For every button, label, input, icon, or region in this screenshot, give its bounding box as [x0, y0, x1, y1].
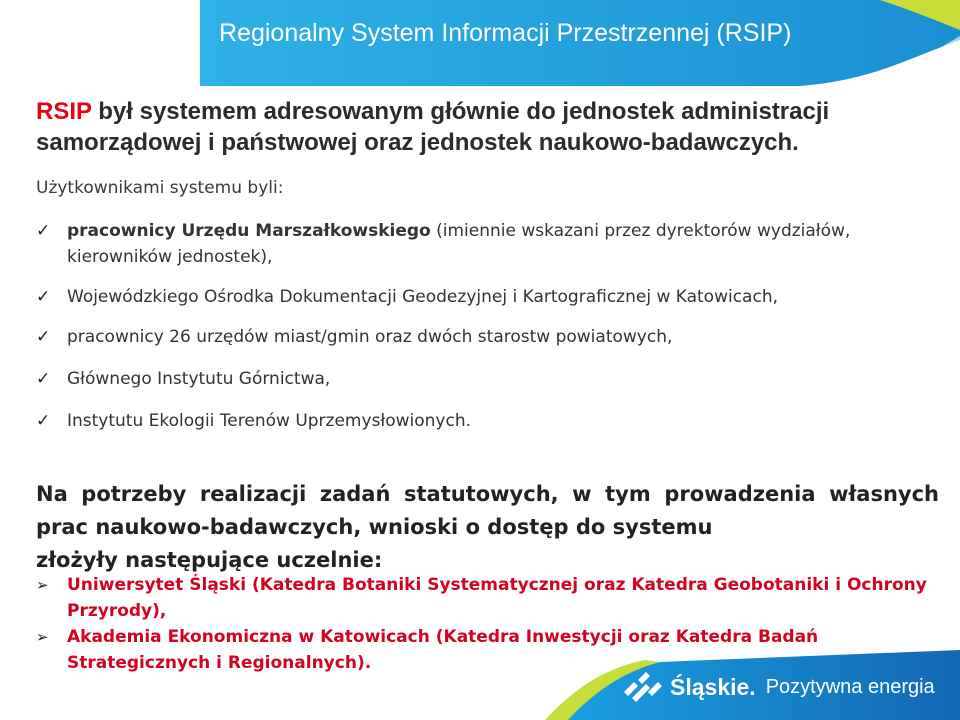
list-item-text: Instytutu Ekologii Terenów Uprzemysłowionych. — [67, 411, 472, 431]
footer-logo — [620, 667, 960, 707]
universities-intro — [36, 478, 939, 577]
list-item — [36, 324, 936, 350]
slaskie-logo-icon — [620, 670, 664, 704]
list-item-text: Głównego Instytutu Górnictwa, — [67, 369, 331, 389]
list-item-text: pracownicy 26 urzędów miast/gmin oraz dwóch starostw powiatowych, — [67, 327, 673, 347]
footer-slogan: Pozytywna energia — [765, 675, 935, 698]
intro-text — [36, 96, 946, 158]
list-item-bold: pracownicy Urzędu Marszałkowskiego — [67, 221, 431, 241]
page-title: Regionalny System Informacji Przestrzennej (RSIP) — [219, 19, 792, 47]
list-item — [36, 284, 936, 310]
arrow-bullet-icon: ➢ — [36, 576, 49, 594]
list-item — [36, 572, 936, 624]
checkmark-icon: ✓ — [36, 369, 51, 389]
list-item-text: Uniwersytet Śląski (Katedra Botaniki Systematycznej oraz Katedra Geobotaniki i Ochrony Przyrody), — [67, 575, 927, 621]
list-item — [36, 366, 936, 392]
list-item-text: Akademia Ekonomiczna w Katowicach (Katedra Inwestycji oraz Katedra Badań Strategicznych i Regionalnych). — [67, 627, 819, 673]
universities-intro-main: Na potrzeby realizacji zadań statutowych, w tym prowadzenia własnych prac naukowo-badawczych, wnioski o dostęp do systemu — [36, 482, 939, 539]
checkmark-icon: ✓ — [36, 411, 51, 431]
arrow-bullet-icon: ➢ — [36, 628, 49, 646]
list-item — [36, 218, 936, 270]
checkmark-icon: ✓ — [36, 221, 51, 241]
checkmark-icon: ✓ — [36, 327, 51, 347]
list-item-text: Wojewódzkiego Ośrodka Dokumentacji Geodezyjnej i Kartograficznej w Katowicach, — [67, 287, 779, 307]
list-item — [36, 408, 936, 434]
universities-intro-last: złożyły następujące uczelnie: — [36, 548, 383, 572]
intro-body: był systemem adresowanym głównie do jednostek administracji samorządowej i państwowej oraz jednostek naukowo-badawczych. — [36, 98, 830, 156]
users-label: Użytkownikami systemu byli: — [36, 178, 284, 198]
checkmark-icon: ✓ — [36, 287, 51, 307]
footer-brand: Śląskie. — [670, 673, 756, 700]
rsip-acronym: RSIP — [36, 98, 92, 125]
universities-list — [36, 572, 936, 676]
users-list — [36, 218, 936, 434]
list-item-text: (imiennie wskazani przez dyrektorów wydziałów, kierowników jednostek), — [67, 221, 851, 267]
